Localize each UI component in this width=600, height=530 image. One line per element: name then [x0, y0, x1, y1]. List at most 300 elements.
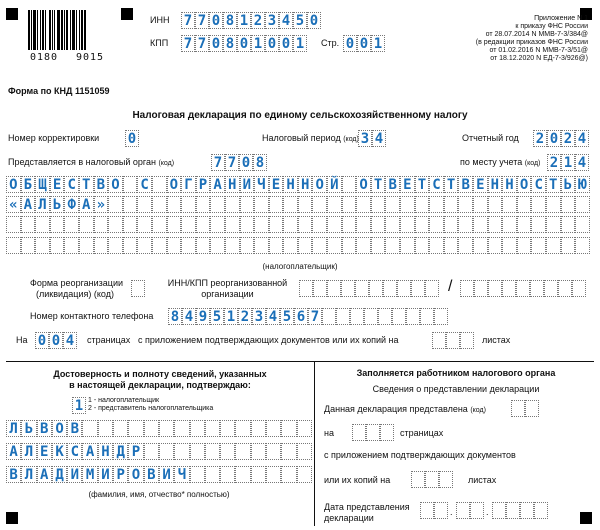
char-cell[interactable]: Б	[21, 176, 36, 193]
char-cell[interactable]: Ч	[174, 466, 189, 483]
char-cell[interactable]: Н	[283, 176, 298, 193]
char-cell[interactable]: Л	[6, 420, 21, 437]
char-cell[interactable]	[415, 216, 430, 233]
char-cell[interactable]	[152, 216, 167, 233]
char-cell[interactable]	[167, 216, 182, 233]
char-cell[interactable]	[251, 420, 266, 437]
char-cell[interactable]: «	[6, 196, 21, 213]
char-cell[interactable]: 1	[224, 308, 238, 325]
char-cell[interactable]	[240, 196, 255, 213]
char-cell[interactable]	[460, 332, 474, 349]
char-cell[interactable]: О	[312, 176, 327, 193]
char-cell[interactable]	[561, 216, 576, 233]
kpp-cells[interactable]	[181, 35, 307, 52]
char-cell[interactable]: Л	[35, 196, 50, 213]
char-cell[interactable]: 1	[371, 35, 385, 52]
char-cell[interactable]	[327, 280, 341, 297]
char-cell[interactable]	[364, 308, 378, 325]
char-cell[interactable]	[174, 443, 189, 460]
char-cell[interactable]	[113, 420, 128, 437]
char-cell[interactable]	[444, 216, 459, 233]
char-cell[interactable]	[411, 280, 425, 297]
char-cell[interactable]: 1	[561, 154, 575, 171]
char-cell[interactable]	[371, 216, 386, 233]
char-cell[interactable]	[281, 466, 296, 483]
char-cell[interactable]: 8	[223, 12, 237, 29]
char-cell[interactable]	[369, 280, 383, 297]
char-cell[interactable]: 1	[72, 397, 86, 414]
char-cell[interactable]	[575, 237, 590, 254]
char-cell[interactable]	[251, 466, 266, 483]
char-cell[interactable]	[235, 420, 250, 437]
char-cell[interactable]: 5	[280, 308, 294, 325]
surname-cells[interactable]	[6, 420, 312, 437]
char-cell[interactable]: 3	[265, 12, 279, 29]
char-cell[interactable]: 4	[63, 332, 77, 349]
char-cell[interactable]: 5	[293, 12, 307, 29]
char-cell[interactable]	[492, 502, 506, 519]
char-cell[interactable]: 3	[252, 308, 266, 325]
char-cell[interactable]: Ч	[254, 176, 269, 193]
char-cell[interactable]	[488, 280, 502, 297]
char-cell[interactable]: 3	[358, 130, 372, 147]
char-cell[interactable]	[371, 196, 386, 213]
pages-cells[interactable]	[35, 332, 77, 349]
char-cell[interactable]: Н	[502, 176, 517, 193]
char-cell[interactable]	[561, 237, 576, 254]
char-cell[interactable]	[123, 237, 138, 254]
char-cell[interactable]	[312, 216, 327, 233]
char-cell[interactable]	[400, 196, 415, 213]
char-cell[interactable]: 0	[265, 35, 279, 52]
char-cell[interactable]: А	[37, 466, 52, 483]
char-cell[interactable]: Т	[79, 176, 94, 193]
char-cell[interactable]	[517, 216, 532, 233]
char-cell[interactable]	[152, 196, 167, 213]
char-cell[interactable]: Т	[444, 176, 459, 193]
char-cell[interactable]	[266, 466, 281, 483]
char-cell[interactable]	[225, 237, 240, 254]
reorg-inn-cells[interactable]	[299, 280, 439, 297]
char-cell[interactable]: Г	[181, 176, 196, 193]
char-cell[interactable]	[429, 237, 444, 254]
patronymic-cells[interactable]	[6, 466, 312, 483]
char-cell[interactable]	[297, 443, 312, 460]
char-cell[interactable]: В	[458, 176, 473, 193]
char-cell[interactable]: 0	[35, 332, 49, 349]
char-cell[interactable]	[415, 237, 430, 254]
char-cell[interactable]	[400, 216, 415, 233]
char-cell[interactable]	[137, 216, 152, 233]
char-cell[interactable]	[327, 216, 342, 233]
char-cell[interactable]	[341, 280, 355, 297]
org-name-row-1[interactable]	[6, 176, 590, 193]
org-name-row-2[interactable]	[6, 196, 590, 213]
char-cell[interactable]: А	[79, 196, 94, 213]
char-cell[interactable]	[575, 196, 590, 213]
char-cell[interactable]	[473, 216, 488, 233]
char-cell[interactable]	[50, 237, 65, 254]
char-cell[interactable]	[266, 420, 281, 437]
char-cell[interactable]: С	[67, 443, 82, 460]
char-cell[interactable]	[458, 237, 473, 254]
char-cell[interactable]	[420, 308, 434, 325]
char-cell[interactable]	[269, 237, 284, 254]
char-cell[interactable]	[108, 237, 123, 254]
char-cell[interactable]: Ь	[50, 196, 65, 213]
char-cell[interactable]	[313, 280, 327, 297]
char-cell[interactable]	[534, 502, 548, 519]
char-cell[interactable]: В	[385, 176, 400, 193]
date-year-cells[interactable]	[492, 502, 548, 519]
char-cell[interactable]: 2	[251, 12, 265, 29]
char-cell[interactable]: О	[356, 176, 371, 193]
tax-office-pages-cells[interactable]	[352, 424, 394, 441]
char-cell[interactable]	[283, 237, 298, 254]
char-cell[interactable]: И	[240, 176, 255, 193]
char-cell[interactable]: С	[429, 176, 444, 193]
char-cell[interactable]	[439, 471, 453, 488]
char-cell[interactable]	[420, 502, 434, 519]
char-cell[interactable]	[506, 502, 520, 519]
char-cell[interactable]: 0	[343, 35, 357, 52]
char-cell[interactable]	[366, 424, 380, 441]
char-cell[interactable]	[474, 280, 488, 297]
char-cell[interactable]: Р	[128, 443, 143, 460]
char-cell[interactable]: 6	[294, 308, 308, 325]
char-cell[interactable]	[342, 196, 357, 213]
char-cell[interactable]	[355, 280, 369, 297]
char-cell[interactable]	[190, 420, 205, 437]
char-cell[interactable]	[397, 280, 411, 297]
char-cell[interactable]	[137, 237, 152, 254]
char-cell[interactable]	[79, 216, 94, 233]
char-cell[interactable]	[220, 443, 235, 460]
char-cell[interactable]	[327, 237, 342, 254]
char-cell[interactable]	[35, 216, 50, 233]
year-cells[interactable]	[533, 130, 589, 147]
char-cell[interactable]	[561, 196, 576, 213]
char-cell[interactable]	[220, 420, 235, 437]
char-cell[interactable]: И	[159, 466, 174, 483]
char-cell[interactable]	[269, 216, 284, 233]
char-cell[interactable]	[456, 502, 470, 519]
char-cell[interactable]	[167, 196, 182, 213]
char-cell[interactable]	[196, 237, 211, 254]
presented-code-cells[interactable]	[511, 400, 539, 417]
char-cell[interactable]: Щ	[35, 176, 50, 193]
char-cell[interactable]: 4	[182, 308, 196, 325]
char-cell[interactable]	[520, 502, 534, 519]
char-cell[interactable]	[517, 237, 532, 254]
char-cell[interactable]: 0	[307, 12, 321, 29]
char-cell[interactable]: С	[64, 176, 79, 193]
char-cell[interactable]	[530, 280, 544, 297]
char-cell[interactable]	[240, 237, 255, 254]
char-cell[interactable]: 4	[575, 154, 589, 171]
char-cell[interactable]	[511, 400, 525, 417]
char-cell[interactable]: 8	[223, 35, 237, 52]
char-cell[interactable]	[444, 237, 459, 254]
char-cell[interactable]	[94, 237, 109, 254]
char-cell[interactable]	[205, 420, 220, 437]
char-cell[interactable]: Т	[371, 176, 386, 193]
char-cell[interactable]	[137, 196, 152, 213]
char-cell[interactable]	[322, 308, 336, 325]
char-cell[interactable]	[312, 237, 327, 254]
char-cell[interactable]: И	[67, 466, 82, 483]
char-cell[interactable]	[123, 196, 138, 213]
char-cell[interactable]: 7	[225, 154, 239, 171]
char-cell[interactable]	[502, 196, 517, 213]
char-cell[interactable]: 4	[575, 130, 589, 147]
char-cell[interactable]: В	[6, 466, 21, 483]
char-cell[interactable]	[383, 280, 397, 297]
char-cell[interactable]	[269, 196, 284, 213]
char-cell[interactable]	[531, 237, 546, 254]
char-cell[interactable]	[108, 196, 123, 213]
char-cell[interactable]	[190, 466, 205, 483]
char-cell[interactable]	[64, 237, 79, 254]
char-cell[interactable]	[82, 420, 97, 437]
char-cell[interactable]	[385, 216, 400, 233]
char-cell[interactable]: Е	[400, 176, 415, 193]
char-cell[interactable]: В	[67, 420, 82, 437]
char-cell[interactable]: 8	[168, 308, 182, 325]
char-cell[interactable]: 9	[196, 308, 210, 325]
char-cell[interactable]: К	[52, 443, 67, 460]
char-cell[interactable]	[458, 216, 473, 233]
char-cell[interactable]	[411, 471, 425, 488]
char-cell[interactable]: Н	[98, 443, 113, 460]
char-cell[interactable]: 0	[547, 130, 561, 147]
char-cell[interactable]	[181, 216, 196, 233]
date-month-cells[interactable]	[456, 502, 484, 519]
org-name-row-4[interactable]	[6, 237, 590, 254]
char-cell[interactable]: Ь	[561, 176, 576, 193]
char-cell[interactable]	[473, 196, 488, 213]
char-cell[interactable]: О	[517, 176, 532, 193]
char-cell[interactable]: 5	[210, 308, 224, 325]
char-cell[interactable]: Н	[298, 176, 313, 193]
char-cell[interactable]: Р	[196, 176, 211, 193]
char-cell[interactable]	[546, 196, 561, 213]
location-cells[interactable]	[547, 154, 589, 171]
char-cell[interactable]: О	[6, 176, 21, 193]
char-cell[interactable]	[342, 176, 357, 193]
char-cell[interactable]	[144, 420, 159, 437]
char-cell[interactable]: 0	[209, 35, 223, 52]
char-cell[interactable]	[128, 420, 143, 437]
char-cell[interactable]	[254, 216, 269, 233]
char-cell[interactable]	[488, 237, 503, 254]
char-cell[interactable]	[225, 216, 240, 233]
char-cell[interactable]	[434, 308, 448, 325]
correction-cells[interactable]	[125, 130, 139, 147]
char-cell[interactable]	[385, 196, 400, 213]
char-cell[interactable]	[50, 216, 65, 233]
char-cell[interactable]: А	[82, 443, 97, 460]
char-cell[interactable]	[356, 216, 371, 233]
char-cell[interactable]	[298, 237, 313, 254]
char-cell[interactable]	[205, 443, 220, 460]
char-cell[interactable]: 0	[209, 12, 223, 29]
char-cell[interactable]: 7	[308, 308, 322, 325]
char-cell[interactable]	[21, 237, 36, 254]
char-cell[interactable]	[144, 443, 159, 460]
char-cell[interactable]: Е	[269, 176, 284, 193]
char-cell[interactable]	[190, 443, 205, 460]
char-cell[interactable]: 7	[181, 12, 195, 29]
char-cell[interactable]	[517, 196, 532, 213]
confirm-code-cells[interactable]	[72, 397, 86, 414]
char-cell[interactable]	[350, 308, 364, 325]
char-cell[interactable]	[425, 471, 439, 488]
char-cell[interactable]	[254, 196, 269, 213]
char-cell[interactable]: Ю	[575, 176, 590, 193]
char-cell[interactable]	[152, 237, 167, 254]
char-cell[interactable]	[446, 332, 460, 349]
char-cell[interactable]: 0	[237, 35, 251, 52]
org-name-row-3[interactable]	[6, 216, 590, 233]
char-cell[interactable]	[371, 237, 386, 254]
char-cell[interactable]	[432, 332, 446, 349]
char-cell[interactable]	[546, 237, 561, 254]
char-cell[interactable]	[6, 237, 21, 254]
char-cell[interactable]	[425, 280, 439, 297]
char-cell[interactable]: Ь	[21, 420, 36, 437]
char-cell[interactable]	[572, 280, 586, 297]
char-cell[interactable]: С	[531, 176, 546, 193]
char-cell[interactable]	[181, 237, 196, 254]
inn-cells[interactable]	[181, 12, 321, 29]
docs-sheets-cells[interactable]	[432, 332, 474, 349]
char-cell[interactable]	[181, 196, 196, 213]
char-cell[interactable]	[327, 196, 342, 213]
char-cell[interactable]: 0	[279, 35, 293, 52]
char-cell[interactable]	[516, 280, 530, 297]
tax-authority-cells[interactable]	[211, 154, 267, 171]
char-cell[interactable]	[429, 216, 444, 233]
char-cell[interactable]: 2	[533, 130, 547, 147]
phone-cells[interactable]	[168, 308, 448, 325]
char-cell[interactable]: 7	[181, 35, 195, 52]
char-cell[interactable]	[342, 216, 357, 233]
char-cell[interactable]	[502, 216, 517, 233]
char-cell[interactable]: 0	[49, 332, 63, 349]
char-cell[interactable]	[378, 308, 392, 325]
char-cell[interactable]	[352, 424, 366, 441]
char-cell[interactable]	[458, 196, 473, 213]
char-cell[interactable]	[470, 502, 484, 519]
char-cell[interactable]: 1	[251, 35, 265, 52]
char-cell[interactable]	[266, 443, 281, 460]
char-cell[interactable]	[6, 216, 21, 233]
char-cell[interactable]	[123, 216, 138, 233]
char-cell[interactable]	[79, 237, 94, 254]
char-cell[interactable]: 7	[195, 12, 209, 29]
char-cell[interactable]	[380, 424, 394, 441]
char-cell[interactable]: В	[37, 420, 52, 437]
char-cell[interactable]	[35, 237, 50, 254]
char-cell[interactable]: 7	[195, 35, 209, 52]
char-cell[interactable]	[174, 420, 189, 437]
char-cell[interactable]	[546, 216, 561, 233]
char-cell[interactable]	[488, 196, 503, 213]
char-cell[interactable]: Д	[52, 466, 67, 483]
char-cell[interactable]: 0	[357, 35, 371, 52]
char-cell[interactable]	[444, 196, 459, 213]
char-cell[interactable]	[210, 196, 225, 213]
char-cell[interactable]	[281, 443, 296, 460]
char-cell[interactable]	[225, 196, 240, 213]
char-cell[interactable]	[531, 196, 546, 213]
name-cells[interactable]	[6, 443, 312, 460]
char-cell[interactable]	[298, 196, 313, 213]
char-cell[interactable]	[159, 443, 174, 460]
char-cell[interactable]: 1	[237, 12, 251, 29]
char-cell[interactable]	[254, 237, 269, 254]
tax-period-cells[interactable]	[358, 130, 386, 147]
char-cell[interactable]	[235, 466, 250, 483]
char-cell[interactable]: Т	[415, 176, 430, 193]
char-cell[interactable]: Л	[21, 443, 36, 460]
char-cell[interactable]: 0	[125, 130, 139, 147]
char-cell[interactable]	[152, 176, 167, 193]
char-cell[interactable]: 7	[211, 154, 225, 171]
char-cell[interactable]	[525, 400, 539, 417]
char-cell[interactable]: А	[21, 196, 36, 213]
char-cell[interactable]	[429, 196, 444, 213]
char-cell[interactable]	[406, 308, 420, 325]
char-cell[interactable]: Е	[473, 176, 488, 193]
char-cell[interactable]	[336, 308, 350, 325]
char-cell[interactable]: В	[144, 466, 159, 483]
date-day-cells[interactable]	[420, 502, 448, 519]
char-cell[interactable]	[196, 196, 211, 213]
char-cell[interactable]	[210, 216, 225, 233]
char-cell[interactable]: О	[52, 420, 67, 437]
char-cell[interactable]: 2	[238, 308, 252, 325]
char-cell[interactable]	[488, 216, 503, 233]
char-cell[interactable]: Д	[113, 443, 128, 460]
char-cell[interactable]	[312, 196, 327, 213]
char-cell[interactable]	[64, 216, 79, 233]
char-cell[interactable]: О	[167, 176, 182, 193]
char-cell[interactable]	[98, 420, 113, 437]
char-cell[interactable]: 4	[266, 308, 280, 325]
char-cell[interactable]: Н	[488, 176, 503, 193]
char-cell[interactable]	[434, 502, 448, 519]
char-cell[interactable]: Ф	[64, 196, 79, 213]
char-cell[interactable]	[131, 280, 145, 297]
char-cell[interactable]	[205, 466, 220, 483]
char-cell[interactable]: О	[108, 176, 123, 193]
char-cell[interactable]	[196, 216, 211, 233]
char-cell[interactable]	[283, 196, 298, 213]
char-cell[interactable]	[502, 280, 516, 297]
reorg-kpp-cells[interactable]	[460, 280, 586, 297]
char-cell[interactable]: Р	[113, 466, 128, 483]
char-cell[interactable]: Е	[37, 443, 52, 460]
char-cell[interactable]	[123, 176, 138, 193]
char-cell[interactable]: Н	[225, 176, 240, 193]
char-cell[interactable]: 2	[547, 154, 561, 171]
char-cell[interactable]: 8	[253, 154, 267, 171]
char-cell[interactable]	[356, 196, 371, 213]
char-cell[interactable]	[558, 280, 572, 297]
tax-office-sheets-cells[interactable]	[411, 471, 453, 488]
